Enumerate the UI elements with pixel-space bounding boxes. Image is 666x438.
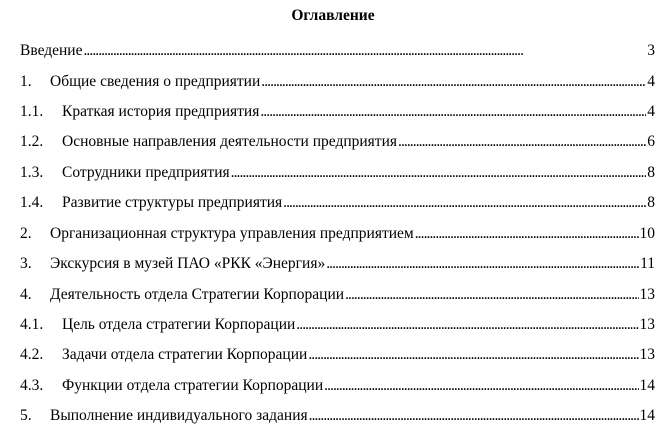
- toc-entry-number: 4.3.: [20, 377, 44, 394]
- toc-dot-leader: [296, 315, 638, 335]
- toc-entry-page: 13: [639, 316, 655, 333]
- toc-dot-leader: [231, 163, 647, 183]
- toc-entry-text: Основные направления деятельности предприятия: [62, 133, 397, 150]
- toc-dot-leader: [309, 406, 639, 426]
- toc-entry[interactable]: [20, 132, 655, 152]
- toc-dot-leader: [261, 72, 646, 92]
- toc-entry-number: 1.1.: [20, 103, 44, 120]
- toc-entry-text: Цель отдела стратегии Корпорации: [62, 316, 296, 333]
- toc-entry-page: 4: [647, 103, 655, 120]
- toc-entry[interactable]: [20, 315, 655, 335]
- toc-entry-page: 11: [640, 255, 655, 272]
- toc-entry-text: Экскурсия в музей ПАО «РКК «Энергия»: [50, 255, 326, 272]
- toc-entry-page: 8: [647, 164, 655, 181]
- toc-dot-leader: [326, 254, 639, 274]
- toc-entry-number: 2.: [20, 225, 32, 242]
- toc-dot-leader: [345, 285, 638, 305]
- toc-dot-leader: [415, 224, 639, 244]
- toc-entry-number: 4.1.: [20, 316, 44, 333]
- toc-dot-leader: [308, 345, 638, 365]
- toc-entry[interactable]: [20, 376, 655, 396]
- toc-entry-text: Развитие структуры предприятия: [62, 194, 283, 211]
- toc-entry-text: Деятельность отдела Стратегии Корпорации: [50, 286, 345, 303]
- toc-entry-page: 8: [647, 194, 655, 211]
- toc-dot-leader: [83, 41, 646, 61]
- toc-title: Оглавление: [291, 7, 375, 24]
- toc-entry-number: 1.3.: [20, 164, 44, 181]
- toc-entry-number: 3.: [20, 255, 32, 272]
- toc-entry-text: Функции отдела стратегии Корпорации: [62, 377, 324, 394]
- toc-entry-page: 14: [639, 407, 655, 424]
- toc-entry-number: 1.4.: [20, 194, 44, 211]
- toc-dot-leader: [324, 376, 638, 396]
- toc-dot-leader: [398, 132, 646, 152]
- toc-entry-number: 1.2.: [20, 133, 44, 150]
- toc-entry-text: Организационная структура управления предприятием: [50, 225, 414, 242]
- toc-entry[interactable]: [20, 41, 655, 61]
- toc-entry-page: 13: [639, 346, 655, 363]
- toc-dot-leader: [283, 193, 646, 213]
- toc-dot-leader: [260, 102, 646, 122]
- toc-entry[interactable]: [20, 163, 655, 183]
- toc-entry-number: 1.: [20, 73, 32, 90]
- toc-entry-page: 10: [639, 225, 655, 242]
- toc-entry-text: Общие сведения о предприятии: [50, 73, 261, 90]
- toc-entry-number: 4.2.: [20, 346, 44, 363]
- toc-entry-text: Выполнение индивидуального задания: [50, 407, 308, 424]
- toc-entry[interactable]: [20, 72, 655, 92]
- toc-entry[interactable]: [20, 224, 655, 244]
- toc-entry[interactable]: [20, 406, 655, 426]
- toc-entry[interactable]: [20, 102, 655, 122]
- toc-entry-text: Сотрудники предприятия: [62, 164, 230, 181]
- toc-entry[interactable]: [20, 254, 655, 274]
- toc-entry-page: 4: [647, 73, 655, 90]
- toc-entry-text: Введение: [20, 42, 83, 59]
- toc-entry-number: 4.: [20, 286, 32, 303]
- toc-entry-page: 6: [647, 133, 655, 150]
- toc-entry-page: 3: [647, 42, 655, 59]
- toc-entry-text: Краткая история предприятия: [62, 103, 260, 120]
- toc-entry-text: Задачи отдела стратегии Корпорации: [62, 346, 308, 363]
- toc-entry-number: 5.: [20, 407, 32, 424]
- toc-entry-page: 14: [639, 377, 655, 394]
- toc-entry-page: 13: [639, 286, 655, 303]
- toc-entry[interactable]: [20, 285, 655, 305]
- toc-entry[interactable]: [20, 193, 655, 213]
- toc-entry[interactable]: [20, 345, 655, 365]
